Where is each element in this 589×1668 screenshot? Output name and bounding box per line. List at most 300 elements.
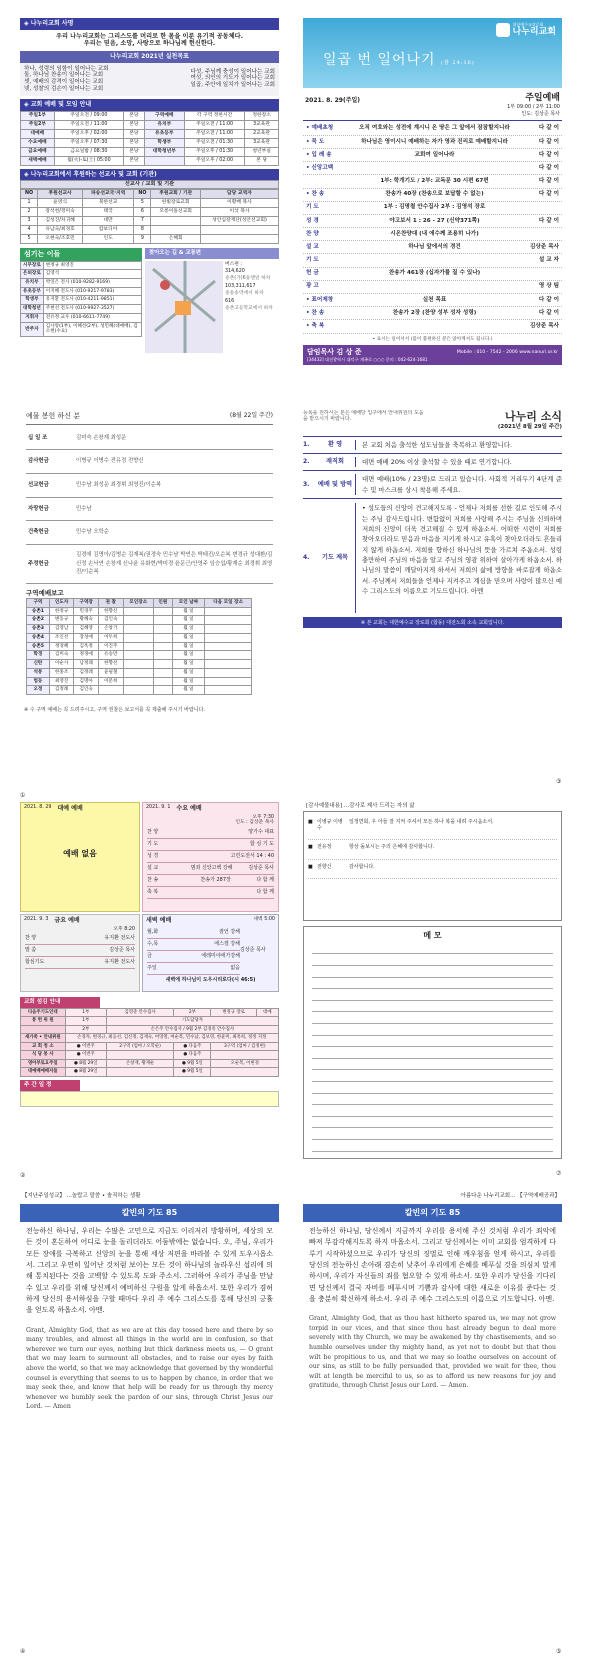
schedule-cell: 2교육관 (245, 129, 279, 138)
report-cell: 김정례 (49, 686, 74, 695)
worship-leader: 다 같 이 (538, 309, 559, 316)
worship-item: • 입 례 송 (306, 151, 332, 158)
mission-cell: 인도 (83, 234, 134, 243)
report-row (27, 668, 252, 677)
memo-line (312, 989, 553, 1001)
schedule-table (20, 111, 279, 166)
report-cell: 월 일 (172, 686, 205, 695)
memo-line (312, 1128, 553, 1140)
map-icon (145, 261, 223, 353)
worship-leader: 다 같 이 (538, 151, 559, 158)
page-prayer-left (20, 1192, 279, 1640)
thanks-text: 항상 돌보시는 주의 은혜에 감사합니다. (349, 844, 435, 851)
news-text: 대면 예배 20% 이상 출석할 수 있을 때로 연기합니다. (355, 457, 562, 467)
worship-leader: 설 교 자 (538, 257, 559, 264)
offering-type: 십 일 조 (28, 434, 48, 441)
report-cell: 윤필철 (98, 668, 123, 677)
mission-cell: 1 (21, 198, 38, 207)
staff-role: 대학청년 (21, 305, 44, 314)
report-cell: 김옥정 (74, 642, 99, 651)
schedule-cell: 본당 (124, 138, 144, 147)
service-cell: 고린도전서 14 : 40 (230, 852, 274, 859)
serve-cell: 대예 (256, 1008, 278, 1017)
service-row (25, 945, 135, 957)
report-cell (205, 625, 252, 634)
report-cell (205, 616, 252, 625)
news-num: 1. (303, 441, 310, 449)
service-cell: 김상준 목사 (109, 946, 135, 953)
staff-row (21, 313, 142, 322)
report-cell: 월 일 (172, 677, 205, 686)
memo-line (312, 1082, 553, 1094)
offering-names: 이병규 이병수 전유정 전향신 (76, 458, 144, 465)
mission-col-header: 후원선교사 (38, 189, 83, 198)
report-cell: 송촌5 (27, 642, 50, 651)
goal-item: 여섯, 의인의 기도가 일어나는 교회 (190, 75, 275, 82)
schedule-cell (144, 156, 184, 165)
mission-cell: 유남숙/최경호 (38, 225, 83, 234)
mission-cell: 이삭 목사 (200, 207, 278, 216)
mission-row (21, 207, 279, 216)
news-item (303, 454, 562, 471)
service-cell: 양가수 대표 (248, 828, 274, 835)
report-cell: 손창기 (98, 625, 123, 634)
schedule-cell: 주일오전 / 11:00 (184, 120, 244, 129)
report-cell: 월 일 (172, 660, 205, 669)
report-cell: 학경 (27, 651, 50, 660)
schedule-cell: 3교육관 (245, 138, 279, 147)
serve-cell: 오순복, 이현경 (211, 1059, 279, 1068)
serve-row (21, 1025, 279, 1034)
news-text: • 성도들의 신앙이 견고해지도록 - 언제나 저희를 선한 길로 인도해 주시는 주님 감사드립니다. 변함없이 저희를 사랑해 주시는 주님을 신뢰하며 저희의 신앙이 더욱 견고해질 수 있게 하옵소서. 어떠한 시련이 저희를 찾아오더라도 믿음과 마음을 지키게 하시고 유혹이 찾아오더라도 흔들리지 않게 하옵소서. 저희를 향하신 하나님의 뜻을 가르쳐 주옵소서. 성령 충만하여 주님의 마음을 알고 주님의 영광 위하여 살아가게 하옵소서. 하나님의 말씀이 깨달아지게 하셔서 저희의 삶에 방향을 바로잡게 하옵소서. 주님께서 저희들을 언제나 지켜주고 계심을 믿으며 사랑이 많으신 예수 그리스도의 이름으로 기도드립니다. 아멘 (355, 503, 562, 612)
service-row (147, 927, 240, 939)
service-cell: 범죄 신앙고백 강해 (190, 864, 233, 871)
serve-cell: 식 당 봉 사 (21, 1051, 66, 1060)
offering-names: 민수남 최성운 최경휘 최영진/이순복 (76, 482, 162, 489)
report-heading: 구역예배보고 (26, 588, 64, 597)
memo-line (312, 1036, 553, 1048)
thanks-bullet-icon: ■ (308, 844, 313, 851)
report-cell (154, 660, 173, 669)
offerings-period: (8월 22일 주간) (229, 412, 273, 419)
memo-line (312, 1140, 553, 1152)
report-cell (123, 651, 154, 660)
worship-leader: 영 상 팀 (538, 283, 559, 290)
worship-leader: 다 같 이 (538, 178, 559, 185)
service-date: 2021. 8. 29(주일) (305, 96, 361, 104)
schedule-cell: 금요일밤 / 08:30 (54, 147, 123, 156)
memo-box (303, 926, 562, 1159)
mission-cell: 북한선교 (83, 198, 134, 207)
group-report-table (26, 598, 252, 695)
worship-item: • 찬 송 (306, 191, 325, 198)
staff-role: 반주자 (21, 322, 44, 336)
service-cell: 유지환 전도사 (104, 934, 135, 941)
report-col-header: 모인 날짜 (172, 599, 205, 608)
service-cell: 설 교 (147, 864, 159, 871)
offering-type: 건축헌금 (28, 529, 49, 536)
page-prayer-right (303, 1192, 562, 1640)
report-cell: 남정례 (74, 660, 99, 669)
vision-text: 우리 나누리교회는 그리스도를 머리로 한 몸을 이룬 유기적 공동체다. 우리는 믿음, 소망, 사랑으로 하나님께 헌신한다. (56, 32, 243, 48)
mission-cell: 한빛장로교회 (151, 198, 201, 207)
report-cell: 김미숙 (49, 651, 74, 660)
report-col-header: 구역 (27, 599, 50, 608)
news-key: 기도 제목 (321, 553, 349, 561)
service-row (25, 957, 135, 969)
service-times: 1부 09:00 / 2부 11:00 (507, 104, 560, 111)
report-cell: 송촌4 (27, 633, 50, 642)
staff-row (21, 305, 142, 314)
staff-role: 학생부 (21, 296, 44, 305)
report-cell: 김영남 (49, 625, 74, 634)
staff-row (21, 296, 142, 305)
schedule-row (21, 111, 279, 120)
serve-cell: ● 이번주 (65, 1042, 106, 1051)
report-row (27, 642, 252, 651)
offering-type: 선교헌금 (28, 481, 49, 488)
cover-footer: 담임목사 김 상 준 Mobile : 010 - 7542 - 2006 www.nanuri.or.kr [34432] 대전광역시 대덕구 계족로 ○○○ 문의 : 042-624-1681 (303, 345, 562, 365)
news-text: 본 교회 처음 출석한 성도님들을 축복하고 환영합니다. (355, 440, 562, 450)
thanks-bullet-icon: ■ (308, 818, 313, 825)
staff-row (21, 287, 142, 296)
service-row (147, 863, 274, 875)
mission-cell: 대만 (83, 216, 134, 225)
worship-content: 찬송가 40장 (찬송으로 보답할 수 없는) (385, 191, 484, 198)
worship-order-row (303, 320, 562, 333)
serve-cell (211, 1051, 279, 1060)
schedule-cell: 유초등부 (144, 129, 184, 138)
schedule-cell: 수요예배 (21, 138, 55, 147)
service-row (147, 963, 240, 975)
prayer-left-korean: 전능하신 하나님, 우리는 수많은 고민으로 지금도 이리저리 방황하며, 세상의 모든 것이 혼돈하여 어디로 눈을 돌리더라도 어둠밖에는 없습니다. 오, 주님, 우리가 모든 장애를 극복하고 신앙의 눈을 통해 세상 저편을 바라볼 수 있게 도우시옵소서. 그리고 우연히 일어난 것처럼 보이는 모든 것이 하나님의 놀라우신 섭리에 의해 통치된다는 것을 고백할 수 있도록 도와 주소서. 그러하여 우리가 주님을 만날 수 있고 우리를 위해 당신께서 예비하신 구원을 알게 하옵소서. 또한 우리가 겸허하게 당신의 용서하심을 구할 때마다 우리 주 예수 그리스도를 통해 당신의 긍휼을 얻도록 하옵소서. 아멘. (26, 1226, 273, 1315)
worship-content: 하나님은 영이시니 예배하는 자가 영과 진리로 예배할지니라 (361, 138, 508, 145)
sunday-service-box: 2021. 8. 29 대예 예배 예배 없음 (20, 802, 140, 912)
thanks-row (308, 840, 557, 859)
worship-content: 야고보서 1 : 26 - 27 (신약371쪽) (389, 217, 480, 224)
schedule-cell: 본당 (124, 111, 144, 120)
mission-cell: 은혜회 (151, 234, 201, 243)
service-cell: 금 (147, 952, 152, 959)
mission-row (21, 225, 279, 234)
serve-cell: 2부 (65, 1025, 106, 1034)
memo-line (312, 1059, 553, 1071)
schedule-cell: 청년부실 (245, 147, 279, 156)
thanks-name: 전향신 (317, 863, 332, 870)
service-cell: 합 심 기 도 (249, 840, 274, 847)
prayer-right-title: 칼빈의 기도 85 (303, 1204, 562, 1222)
schedule-cell: 3교육관 (245, 120, 279, 129)
serve-row (21, 1008, 279, 1017)
offering-type: 감사헌금 (28, 458, 49, 465)
news-key: 재직회 (326, 458, 344, 466)
mission-row (21, 216, 279, 225)
news-date: (2021년 8월 29일 주간) (497, 423, 562, 430)
page-bulletin-cover (303, 18, 562, 374)
thanks-text: 감사합니다. (349, 863, 375, 870)
offering-names: 김미숙 손창재 최성운 (76, 434, 127, 441)
worship-order-row (303, 202, 562, 215)
service-cell: 다 함 께 (256, 876, 274, 883)
page-number: ④ (20, 1648, 26, 1655)
mission-cell: 김성진/차귀혜 (38, 216, 83, 225)
report-cell: 신탄 (27, 660, 50, 669)
worship-order-row (303, 307, 562, 320)
memo-line (312, 943, 553, 955)
worship-order-row (303, 136, 562, 149)
memo-line (312, 1012, 553, 1024)
bus-info: 버스편 : 314,620 송촌(가)6동맨앞 하차 103,311,617 중송송역에서 하차 616 송촌고등학교에서 하차 (225, 261, 273, 312)
worship-item: • 신앙고백 (306, 164, 334, 171)
serve-row (21, 1068, 279, 1077)
service-cell: 찬송가 287장 (200, 876, 231, 883)
worship-order-row (303, 162, 562, 175)
report-cell (123, 607, 154, 616)
news-key: 환 영 (327, 440, 343, 448)
serve-cell: 손은주 안수집사 / 9월 2부 김경옥 안수집사 (106, 1025, 278, 1034)
staff-name: 유지환 전도사 (010-4211-9851) (43, 296, 141, 305)
thanks-header: [감사예물내용] ...감사로 제사 드리는 자의 삶 (306, 803, 415, 809)
mission-cell: 이황배 목사 (200, 198, 278, 207)
prayer-right-header: 아름다운 나누리교회... 【구역예배공과】 (460, 1193, 560, 1199)
report-cell (205, 660, 252, 669)
mission-cell: 5 (21, 234, 38, 243)
serve-cell: 김영준 안수집사 (106, 1008, 173, 1017)
report-cell (205, 633, 252, 642)
mission-cell: 6 (134, 207, 151, 216)
worship-order-row (303, 268, 562, 281)
offering-row (26, 498, 273, 522)
serve-cell: 2구역 (엄마 / 오학순) (106, 1042, 173, 1051)
offerings-title: 예물 봉헌 하신 분 (26, 412, 81, 420)
schedule-cell: 새벽예배 (21, 156, 55, 165)
report-cell: 한홍조 (49, 668, 74, 677)
report-cell (123, 633, 154, 642)
mission-col-header: NO (21, 189, 38, 198)
serve-cell: 손창재, 황재순 (106, 1059, 173, 1068)
report-cell: 월 일 (172, 642, 205, 651)
serve-cell (106, 1068, 173, 1077)
mission-cell (151, 225, 201, 234)
staff-name: 변정규 최영진 (43, 261, 141, 270)
standing-note: • 표시는 일어서서 (몸이 불편하신 분은 앉아계셔도 됩니다.) (372, 336, 493, 342)
schedule-row (21, 156, 279, 165)
mission-cell: 캄보디아 (83, 225, 134, 234)
report-cell (123, 677, 154, 686)
staff-row (21, 270, 142, 279)
thanks-bullet-icon: ■ (308, 863, 313, 870)
service-row (147, 887, 274, 899)
mission-subheading: 선교사 / 교회 및 기관 (20, 180, 279, 189)
offering-names: 김경애 김명아/김병순 김재복/권경숙 민수남 박연은 박태진/오순복 변경규 성대환/김신정 손낙연 손창재 신나윤 유화현/박미경 윤문근/안영주 임승섭/황재순 최경휘 최영진/이순복 (76, 551, 273, 576)
report-col-header: 구역장 (74, 599, 99, 608)
report-cell: 송촌2 (27, 616, 50, 625)
schedule-cell: 금요예배 (21, 147, 55, 156)
logo-icon (496, 23, 510, 37)
thanks-row (308, 815, 557, 841)
report-row (27, 616, 252, 625)
report-col-header: 인원 (154, 599, 173, 608)
page-meetings (20, 802, 279, 1167)
report-cell: 한정규 (49, 607, 74, 616)
worship-item: 광 고 (306, 283, 319, 290)
prayer-left-header: 【지난주일성교】 ...놀랍고 말씀 • 솔직하는 생활 (22, 1193, 141, 1199)
staff-role: 지휘자 (21, 313, 44, 322)
service-cell: 성 경 (147, 852, 159, 859)
report-cell: 월 일 (172, 668, 205, 677)
mission-cell: 8 (134, 225, 151, 234)
news-title: 나누리 소식 (505, 410, 562, 423)
mission-cell: 4 (21, 225, 38, 234)
news-item (303, 471, 562, 499)
report-cell (154, 616, 173, 625)
mission-col-header: 담당 교역자 (200, 189, 278, 198)
schedule-cell: 월(火)-토(土) 05:00 (54, 156, 123, 165)
service-cell: 찬 양 (147, 828, 159, 835)
service-cell: 찬 송 (147, 876, 159, 883)
serve-cell: 영아부토요주일 (21, 1059, 66, 1068)
worship-order-row (303, 215, 562, 228)
worship-content: 실천 목표 (422, 296, 447, 303)
mission-cell: 5 (134, 198, 151, 207)
worship-item: • 표어제창 (306, 296, 334, 303)
service-row (147, 951, 240, 963)
report-cell (205, 607, 252, 616)
news-item (303, 437, 562, 454)
goal-heading: 나누리교회 2021년 실천목표 (20, 51, 279, 63)
memo-line (312, 954, 553, 966)
report-cell: 김인숙 (98, 616, 123, 625)
service-cell: 말 씀 (25, 946, 37, 953)
serve-cell: 1부 (65, 1008, 106, 1017)
service-cell: 기 도 (147, 840, 159, 847)
memo-line (312, 1094, 553, 1106)
order-of-worship (303, 120, 562, 336)
report-cell: 정경혜 (49, 642, 74, 651)
report-footnote: ※ 수 구역 예배는 꼭 드려주시고, 구역 권찰은 보고서를 꼭 제출해 주시기 바랍니다. (24, 707, 206, 714)
goal-item: 다섯, 주님께 충성이 일어나는 교회 (190, 68, 275, 75)
service-cell: 없음 (230, 964, 240, 971)
serve-cell: ● 다음주 (174, 1051, 211, 1060)
worship-item: 성 경 (306, 217, 319, 224)
service-cell: 축 복 (147, 889, 159, 896)
schedule-cell: 주일오전 / 01:30 (184, 138, 244, 147)
page-number: ① (20, 792, 26, 799)
offering-type: 주정헌금 (28, 560, 49, 567)
report-cell: 송촌3 (27, 625, 50, 634)
serve-row (21, 1042, 279, 1051)
report-cell (154, 686, 173, 695)
page-number: ⑦ (556, 1170, 562, 1177)
report-cell: 월 일 (172, 633, 205, 642)
report-cell: 이순사 (49, 660, 74, 669)
offerings-list (26, 427, 273, 584)
report-cell (205, 651, 252, 660)
schedule-cell: 주일오후 / 02:00 (184, 156, 244, 165)
thanks-text: 일정면회, 우 아들 잘 지켜 주셔서 모든 하나 복을 내려 주시옵소서. (349, 818, 494, 825)
memo-line (312, 966, 553, 978)
report-col-header: 모인장소 (123, 599, 154, 608)
goal-list (20, 63, 279, 97)
goal-item: 셋, 예배의 감격이 일어나는 교회 (24, 79, 104, 86)
news-footnote: ※ 본 교회는 대한예수교 장로회 (합동) 대전노회 소속 교회입니다. (303, 618, 562, 628)
mission-cell: 9 (134, 234, 151, 243)
report-cell: 한향신 (98, 607, 123, 616)
report-cell (154, 642, 173, 651)
thanks-name: 이병규 이병수 (317, 818, 343, 832)
schedule-cell: 주일오후 / 01:30 (184, 147, 244, 156)
mission-col-header: NO (134, 189, 151, 198)
memo-line (312, 1001, 553, 1013)
memo-line (312, 1070, 553, 1082)
serve-cell: ● 9월 5일 (174, 1059, 211, 1068)
serve-cell: 대예배예배자들 (21, 1068, 66, 1077)
service-cell: 다 함 께 (256, 889, 274, 896)
schedule-cell: 학생부 (144, 138, 184, 147)
report-col-header: 다음 모일 장소 (205, 599, 252, 608)
report-cell: 변동규 (49, 616, 74, 625)
report-cell (205, 686, 252, 695)
report-cell: 김인숙 (74, 686, 99, 695)
report-row (27, 633, 252, 642)
schedule-row (21, 147, 279, 156)
schedule-heading: ◈ 교회 예배 및 모임 안내 (20, 99, 279, 111)
mission-table (20, 189, 279, 244)
worship-order-row (303, 294, 562, 307)
service-row (25, 932, 135, 944)
report-cell (123, 686, 154, 695)
mission-cell (151, 216, 201, 225)
report-cell: 장성애 (74, 633, 99, 642)
worship-content: 하나님 앞에서의 경건 (408, 243, 461, 250)
schedule-cell: 유치부 (144, 120, 184, 129)
mission-cell: 2 (21, 207, 38, 216)
report-cell: 월 일 (172, 607, 205, 616)
worship-order-row (303, 149, 562, 162)
service-row (147, 851, 274, 863)
offering-names: 민수남 (76, 505, 92, 512)
mission-cell: 성안심장재단(성안선교회) (200, 216, 278, 225)
memo-line (312, 1024, 553, 1036)
report-cell: 오정 (27, 686, 50, 695)
serve-cell: ● 8월 29일 (65, 1068, 106, 1077)
schedule-cell: 주일오후 / 02:00 (54, 129, 123, 138)
mission-cell: 오현숙/조호민 (38, 234, 83, 243)
schedule-cell: 대학청년부 (144, 147, 184, 156)
worship-leader: 다 같 이 (538, 164, 559, 171)
schedule-cell: 주일1부 (21, 111, 55, 120)
service-cell: 합심기도 (25, 958, 45, 965)
report-cell (123, 668, 154, 677)
mission-cell: 장석천/정미숙 (38, 207, 83, 216)
service-cell: 찬 양 (25, 934, 37, 941)
thanks-name: 전유정 (317, 844, 332, 851)
page-offerings (20, 410, 279, 782)
report-cell (123, 660, 154, 669)
memo-line (312, 1047, 553, 1059)
report-cell: 민경주 (74, 607, 99, 616)
serve-heading: 섬기는 이들 (20, 248, 142, 261)
worship-item: • 예배초청 (306, 125, 334, 132)
worship-order-row (303, 123, 562, 136)
report-cell: 황혜숙 (74, 616, 99, 625)
mission-cell (200, 234, 278, 243)
service-cell: 잠언 강해 (219, 928, 240, 935)
schedule-row (21, 120, 279, 129)
serve-cell: ● 8월 29일 (65, 1059, 106, 1068)
worship-leader: 다 같 이 (538, 217, 559, 224)
prayer-right-korean: 전능하신 하나님, 당신께서 지금까지 우리를 용서해 주신 것처럼 우리가 죄악에 빠져 무감각해지도록 하지 마옵소서. 그리고 당신께서는 이미 교회를 엄격하게 다루기 시작하셨으므로 우리가 당신의 징벌로 인해 깨우침을 얻게 하시고, 우리를 당신의 전능하신 손아래 겸손히 낮추어 우리에게 은혜를 베푸실 것을 의심치 말게 하시며, 우리가 자신들의 죄를 혐오할 수 있게 하소서. 또한 우리가 당신을 기다리면 당신께서 결국 자비를 베푸시며 기쁨과 감사에 대한 새로운 이유를 준다는 것을 충분히 확신하게 하소서. 우리 주 예수 그리스도의 이름으로 기도합니다. 아멘. (309, 1226, 556, 1303)
